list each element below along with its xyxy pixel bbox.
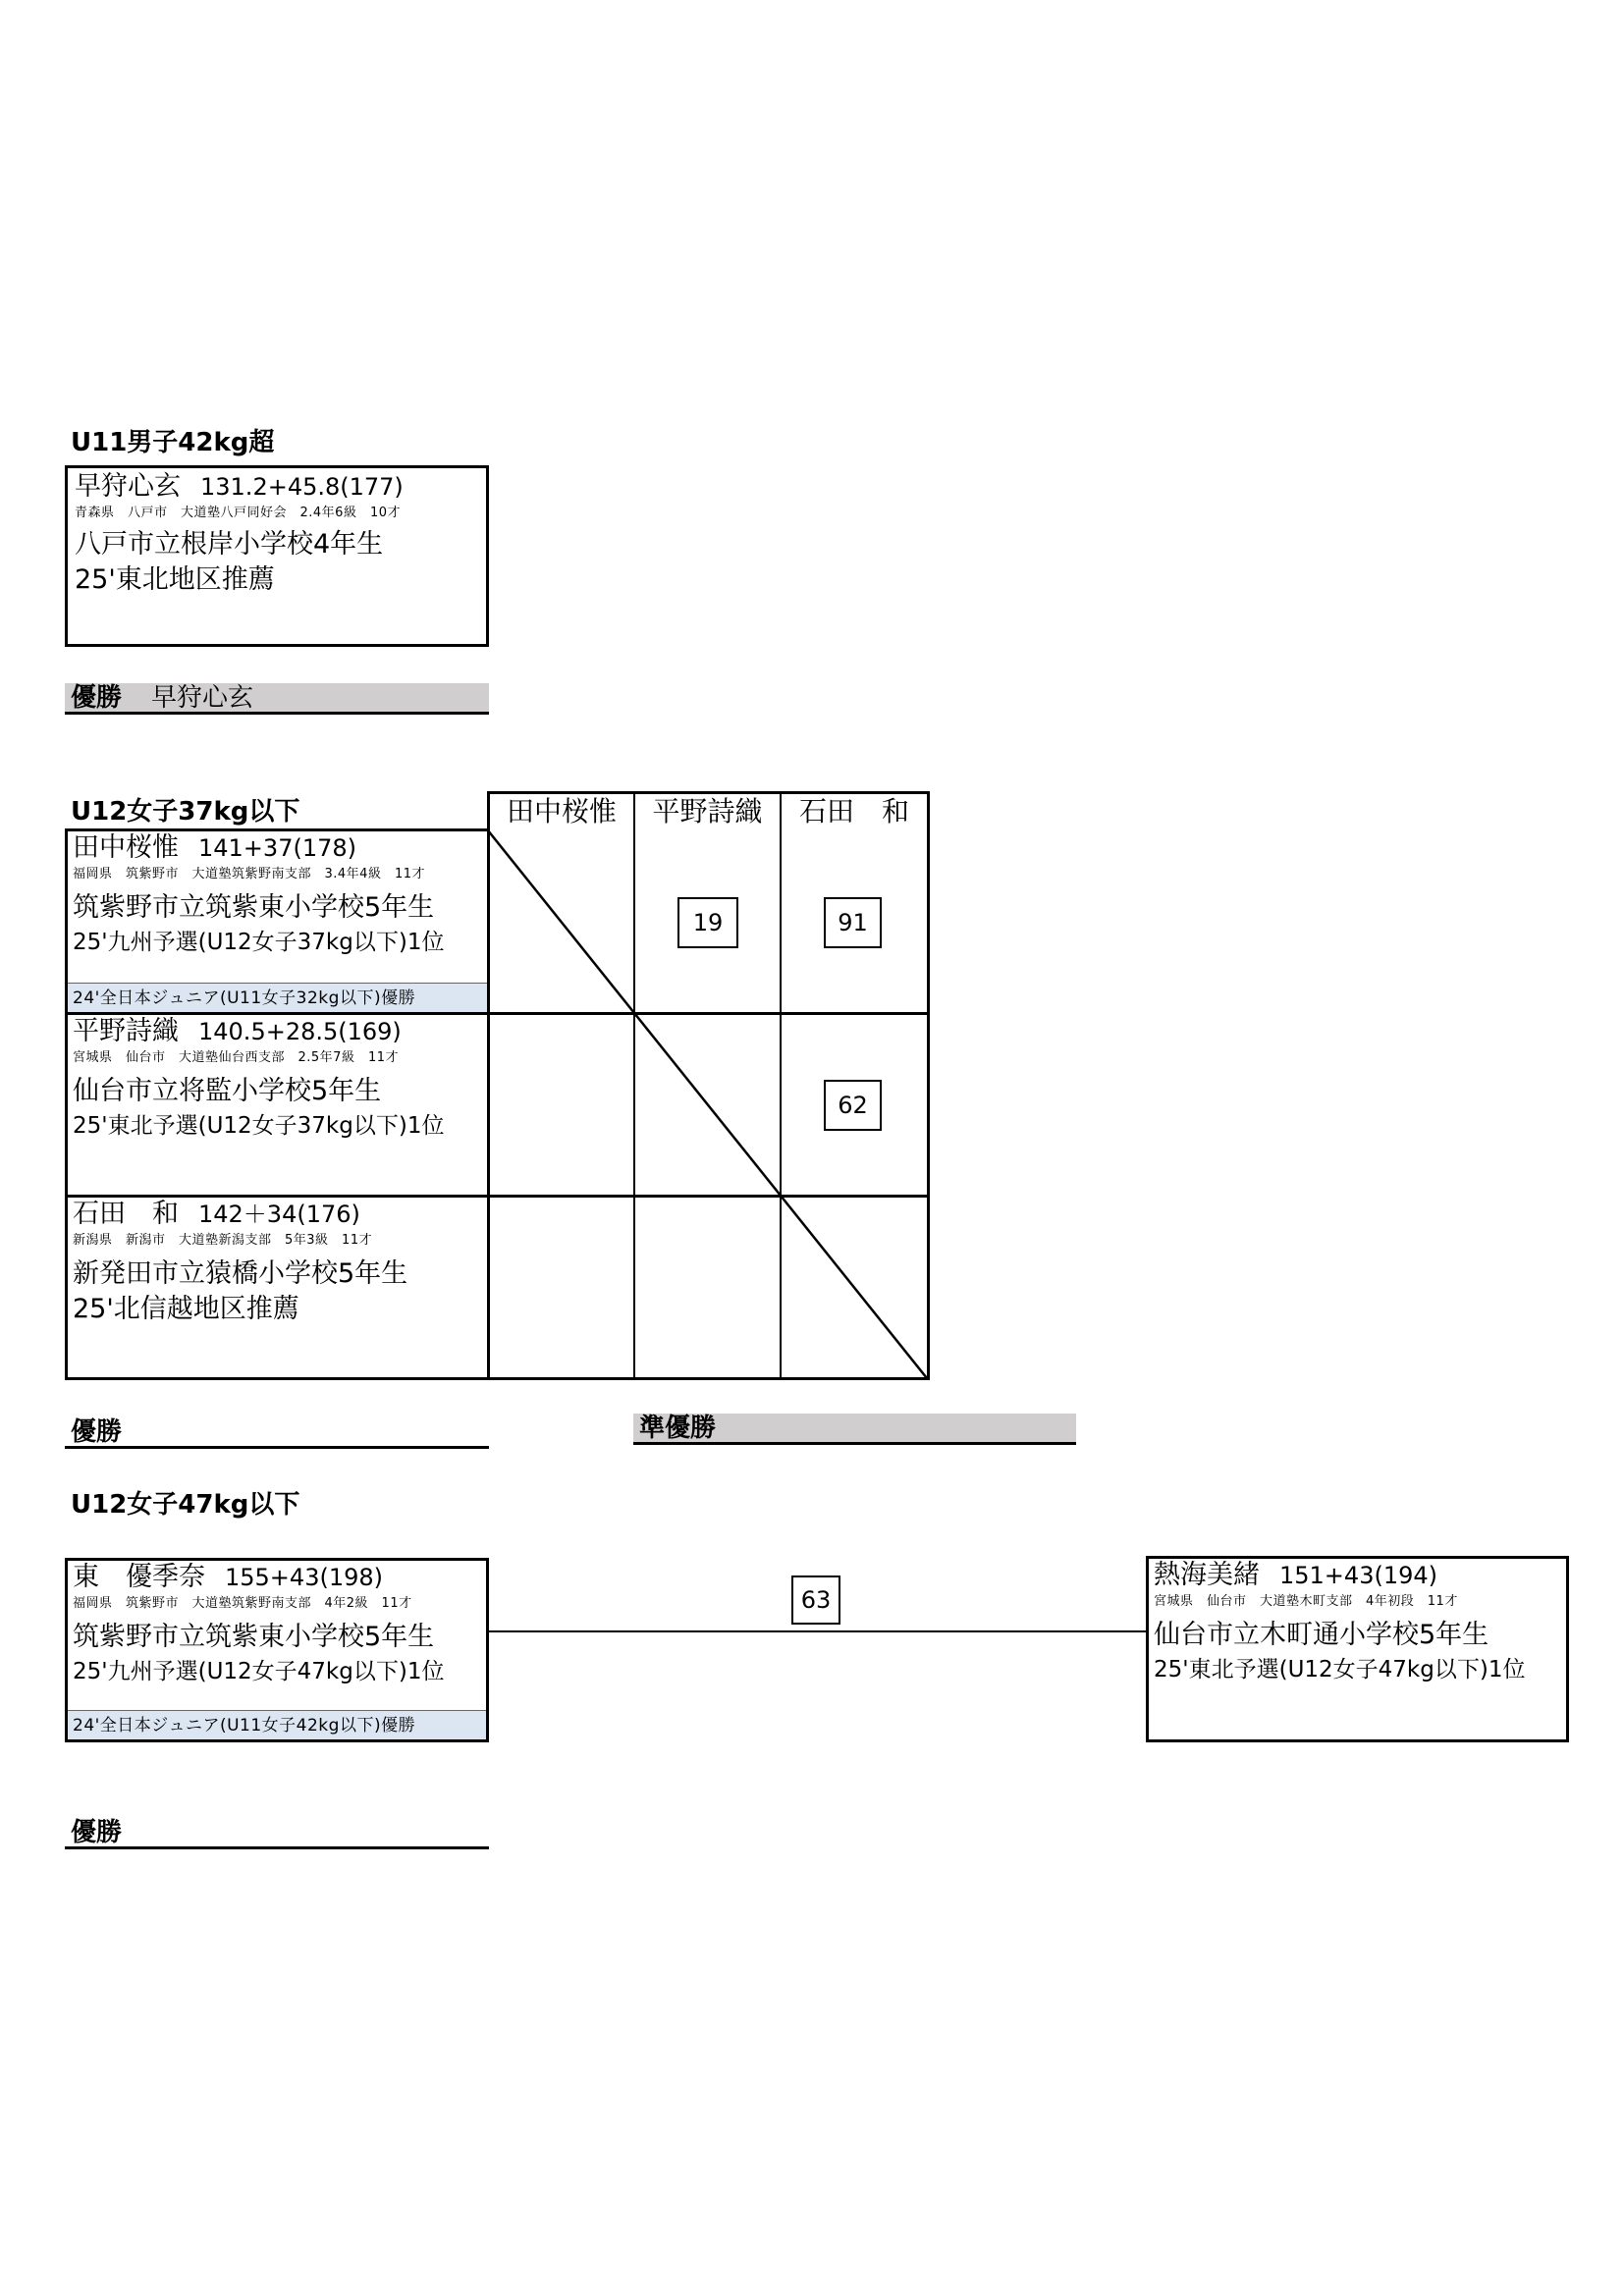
competitor-name: 熱海美緒 <box>1154 1560 1260 1590</box>
winner-bar <box>65 1417 489 1449</box>
winner-bar <box>65 1818 489 1849</box>
competitor-cell <box>68 1015 487 1195</box>
competitor-affiliation: 福岡県 筑紫野市 大道塾筑紫野南支部 4年2級 11才 <box>73 1596 412 1611</box>
competitor-record: 25'東北予選(U12女子47kg以下)1位 <box>1154 1657 1526 1682</box>
category-title: U12女子47kg以下 <box>71 1490 300 1520</box>
competitor-affiliation: 宮城県 仙台市 大道塾仙台西支部 2.5年7級 11才 <box>73 1050 399 1065</box>
competitor-cell <box>68 1198 487 1377</box>
competitor-highlight: 24'全日本ジュニア(U11女子42kg以下)優勝 <box>68 1710 486 1739</box>
competitor-record: 25'九州予選(U12女子37kg以下)1位 <box>73 930 445 955</box>
competitor-name: 石田 和 <box>73 1199 179 1229</box>
match-number: 63 <box>791 1575 840 1625</box>
competitor-cell <box>68 831 487 1012</box>
competitor-score: 140.5+28.5(169) <box>198 1018 402 1045</box>
competitor-school: 仙台市立将監小学校5年生 <box>73 1076 382 1106</box>
competitor-name: 田中桜惟 <box>73 832 179 863</box>
competitor-record: 25'東北地区推薦 <box>75 564 275 595</box>
competitor-school: 仙台市立木町通小学校5年生 <box>1154 1620 1489 1650</box>
category-title: U12女子37kg以下 <box>71 797 300 827</box>
match-number: 19 <box>677 897 738 948</box>
competitor-school: 新発田市立猿橋小学校5年生 <box>73 1258 408 1289</box>
competitor-name-row <box>73 1015 487 1048</box>
runner-up-bar <box>633 1414 1076 1445</box>
competitor-affiliation: 宮城県 仙台市 大道塾木町支部 4年初段 11才 <box>1154 1594 1458 1609</box>
competitor-school: 八戸市立根岸小学校4年生 <box>75 529 384 560</box>
competitor-highlight: 24'全日本ジュニア(U11女子32kg以下)優勝 <box>68 983 487 1012</box>
competitor-card <box>1146 1556 1569 1742</box>
competitor-name-row <box>73 1198 487 1231</box>
competitor-record: 25'九州予選(U12女子47kg以下)1位 <box>73 1659 445 1684</box>
winner-name: 早狩心玄 <box>151 683 254 713</box>
competitor-affiliation: 福岡県 筑紫野市 大道塾筑紫野南支部 3.4年4級 11才 <box>73 867 425 881</box>
competitor-score: 151+43(194) <box>1279 1562 1437 1589</box>
runner-up-label: 準優勝 <box>639 1414 717 1443</box>
competitor-affiliation: 青森県 八戸市 大道塾八戸同好会 2.4年6級 10才 <box>75 506 401 520</box>
competitor-card <box>65 1558 489 1742</box>
competitor-record: 25'北信越地区推薦 <box>73 1294 299 1324</box>
competitor-name: 東 優季奈 <box>73 1562 205 1592</box>
competitor-score: 141+37(178) <box>198 834 356 862</box>
competitor-score: 131.2+45.8(177) <box>200 473 404 501</box>
competitor-name-row <box>1154 1559 1566 1592</box>
competitor-school: 筑紫野市立筑紫東小学校5年生 <box>73 1622 435 1652</box>
winner-label: 優勝 <box>71 1818 123 1847</box>
competitor-name-row <box>73 831 487 865</box>
match-number: 91 <box>824 897 882 948</box>
competitor-score: 142＋34(176) <box>198 1201 360 1228</box>
match-line <box>489 1630 1147 1632</box>
competitor-affiliation: 新潟県 新潟市 大道塾新潟支部 5年3級 11才 <box>73 1233 373 1248</box>
competitor-score: 155+43(198) <box>225 1564 383 1591</box>
column-header: 平野詩織 <box>652 795 763 828</box>
category-title: U11男子42kg超 <box>71 428 275 457</box>
competitor-name: 平野詩織 <box>73 1016 179 1046</box>
winner-label: 優勝 <box>71 683 123 713</box>
competitor-record: 25'東北予選(U12女子37kg以下)1位 <box>73 1113 445 1139</box>
competitor-school: 筑紫野市立筑紫東小学校5年生 <box>73 892 435 923</box>
match-number: 62 <box>824 1080 882 1131</box>
column-header: 田中桜惟 <box>506 795 617 828</box>
competitor-name-row <box>73 1561 486 1594</box>
column-header: 石田 和 <box>798 795 909 828</box>
winner-label: 優勝 <box>71 1417 123 1447</box>
competitor-name: 早狩心玄 <box>75 471 181 502</box>
